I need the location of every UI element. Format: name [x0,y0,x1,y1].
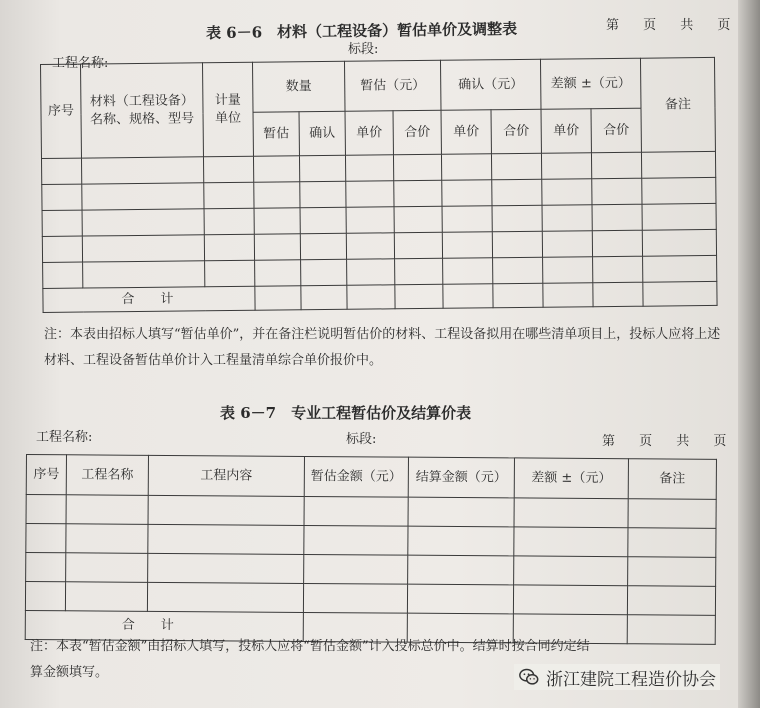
header-conf-unit-price: 单价 [441,110,491,155]
table2-total-label: 合计 [25,610,303,641]
header-material: 材料（工程设备）名称、规格、型号 [81,63,204,158]
table2-pager: 第 页 共 页 [602,434,737,449]
header-quantity-estimated: 暂估 [253,112,299,156]
table1-project-label: 工程名称: [52,56,109,71]
header-remark: 备注 [641,57,716,152]
table2-title: 表 6－7 专业工程暂估价及结算价表 [220,404,472,422]
header-project-name: 工程名称 [66,455,148,496]
watermark [514,664,720,690]
header-estimated-amount: 暂估金额（元） [304,456,408,497]
material-estimate-table [40,57,718,313]
header-diff-total-price: 合价 [591,108,641,153]
table1-section-label: 标段: [348,42,379,57]
header-seq: 序号 [41,64,82,158]
book-binding [738,0,760,708]
table1-pager: 第 页 共 页 [606,18,741,33]
header-diff-unit-price: 单价 [541,109,591,154]
table1-title: 表 6－6 材料（工程设备）暂估单价及调整表 [205,19,518,43]
header-estimated: 暂估（元） [345,60,442,111]
table2-note: 注：本表“暂估金额”由招标人填写，投标人应将“暂估金额”计入投标总价中。结算时按合同约定结算金额填写。 [30,639,590,680]
table2-section-label: 标段: [346,432,377,447]
header-difference: 差额 ±（元） [541,58,642,109]
table2-project-label: 工程名称: [36,430,93,445]
header-remark: 备注 [628,459,716,500]
header-seq: 序号 [26,455,66,495]
table1-total-label: 合计 [43,286,255,312]
header-est-unit-price: 单价 [345,111,393,156]
header-confirmed: 确认（元） [441,59,542,110]
header-difference: 差额 ±（元） [514,458,628,499]
header-unit: 计量单位 [202,62,253,157]
professional-works-table [25,454,717,645]
header-conf-total-price: 合价 [491,109,541,154]
header-content: 工程内容 [148,455,304,496]
watermark-text: 浙江建院工程造价协会 [546,669,716,690]
header-quantity-confirmed: 确认 [299,111,345,155]
header-quantity: 数量 [252,61,345,112]
header-settlement-amount: 结算金额（元） [408,457,514,498]
wechat-icon [518,666,540,688]
header-est-total-price: 合价 [393,110,441,155]
table1-note: 注：本表由招标人填写“暂估单价”，并在备注栏说明暂估价的材料、工程设备拟用在哪些清单项目上，投标人应将上述材料、工程设备暂估单价计入工程量清单综合单价报价中。 [44,327,721,368]
